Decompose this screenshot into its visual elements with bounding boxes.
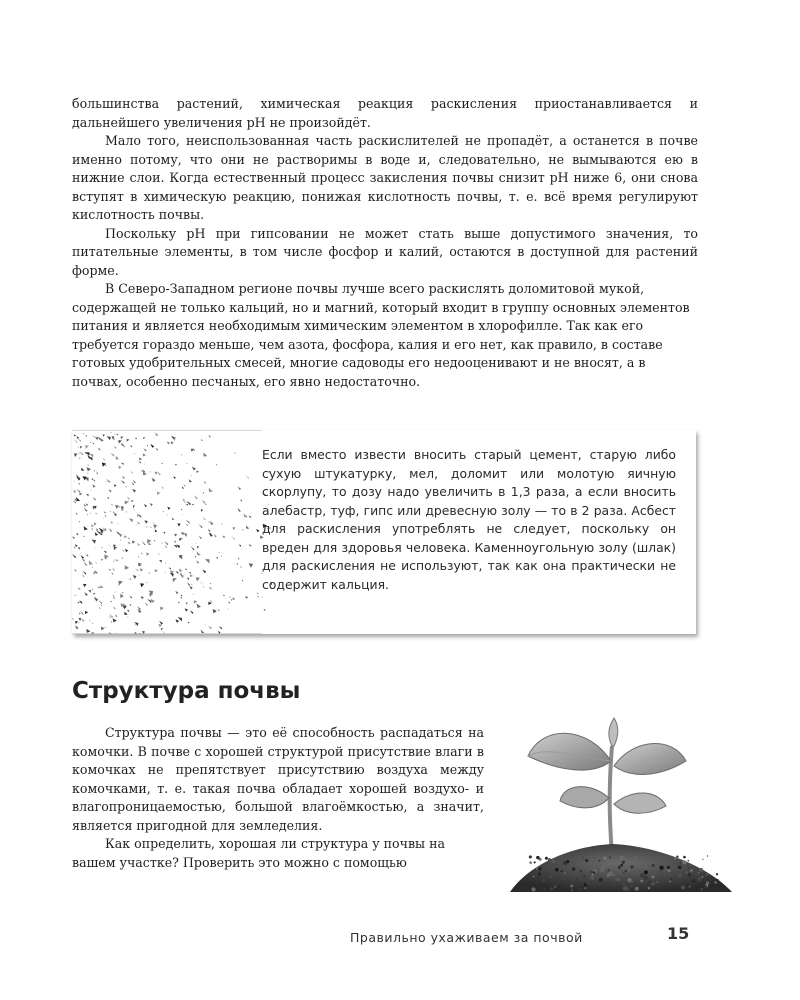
paragraph-3: Поскольку pH при гипсовании не может стать выше допустимого значения, то питательные элементы, в том числе фосфор и калий, остаются в доступной для растений форме. <box>72 225 698 278</box>
sprout-leaves <box>528 718 686 813</box>
section-text <box>72 724 484 872</box>
paragraph-1: большинства растений, химическая реакция раскисления приостанавливается и дальнейшего увеличения pH не произойдёт. <box>72 96 698 130</box>
gravel-lime-icon <box>72 430 272 634</box>
sprout-in-soil-icon <box>508 716 734 896</box>
section-paragraph-2: Как определить, хорошая ли структура у почвы на вашем участке? Проверить это можно с помощью <box>72 836 445 870</box>
paragraph-4: В Северо-Западном регионе почвы лучше всего раскислять доломитовой мукой, содержащей не только кальций, но и магний, который входит в группу основных элементов питания и является необходимым химическим элементом в хлорофилле. Так как его требуется гораздо меньше, чем азота, фосфора, калия и его нет, как правило, в составе готовых удобрительных смесей, многие садоводы его недооценивают и не вносят, а в почвах, особенно песчаных, его явно недостаточно. <box>72 281 690 389</box>
paragraph-2: Мало того, неиспользованная часть раскислителей не пропадёт, а останется в почве именно потому, что они не растворимы в воде и, следовательно, не вымываются ею в нижние слои. Когда естественный процесс закисления почвы снизит pH ниже 6, они снова вступят в химическую реакцию, понижая кислотность почвы, т. е. всё время регулируют кислотность почвы. <box>72 133 698 222</box>
body-text <box>72 95 698 391</box>
page-number: 15 <box>667 924 690 943</box>
note-text: Если вместо извести вносить старый цемент, старую либо сухую штукатурку, мел, доломит или молотую яичную скорлупу, то дозу надо увеличить в 1,3 раза, а если вносить алебастр, туф, гипс или древесную золу — то в 2 раза. Асбест для раскисления употреблять не следует, поскольку он вреден для здоровья человека. Каменноугольную золу (шлак) для раскисления не используют, так как она практически не содержит кальция. <box>262 447 676 592</box>
sprout-stem <box>610 746 612 856</box>
note-callout <box>72 430 696 634</box>
footer-chapter-title: Правильно ухаживаем за почвой <box>350 930 583 945</box>
soil-mound <box>510 844 732 892</box>
section-title: Структура почвы <box>72 678 301 704</box>
section-paragraph-1: Структура почвы — это её способность распадаться на комочки. В почве с хорошей структурой присутствие влаги в комочках не препятствует присутствию воздуха между комочками, т. е. такая почва обладает хорошей воздухо- и влагопроницаемостью, большой влагоёмкостью, а значит, является пригодной для земледелия. <box>72 725 484 833</box>
